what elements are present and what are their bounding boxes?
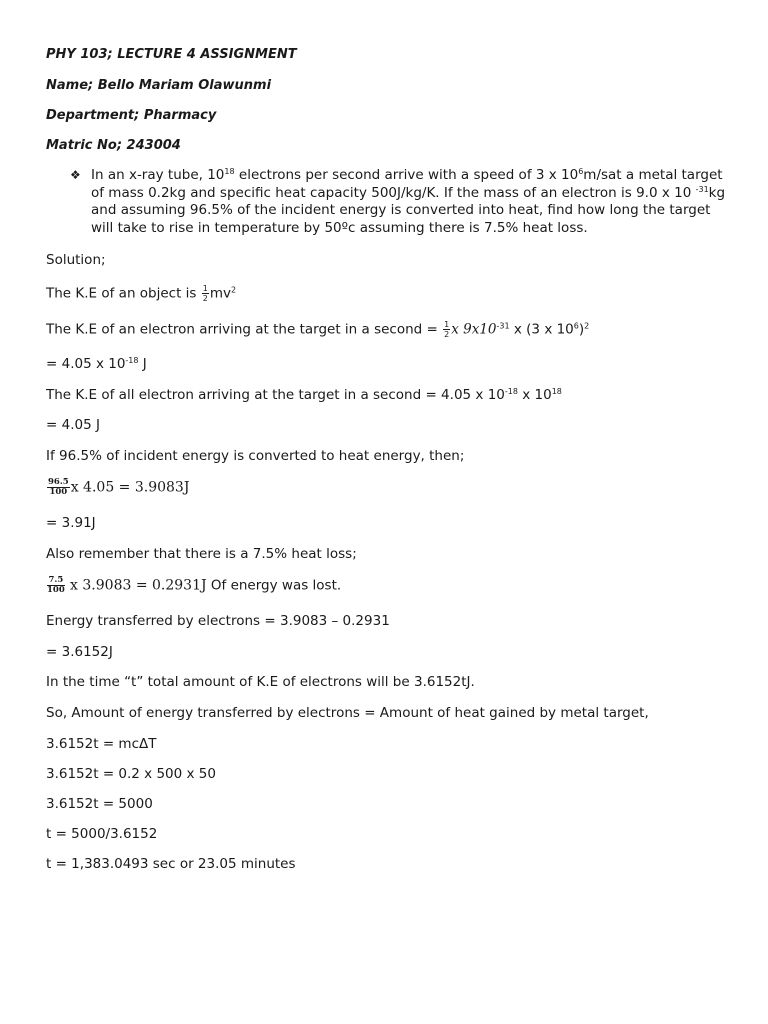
fraction-half: $\frac{1}{2}$ [202,284,208,303]
loss-calc-line: $\frac{7.5}{100}$ x 3.9083 = 0.2931J Of energy was lost. [47,575,342,595]
solution-label: Solution; [46,252,106,268]
loss-intro: Also remember that there is a 7.5% heat loss; [46,546,357,562]
energy-balance-line: So, Amount of energy transferred by electrons = Amount of heat gained by metal target, [46,705,649,721]
ke-formula-line: The K.E of an object is $\frac{1}{2}$ $mv^2$ [46,284,237,303]
final-answer: t = 1,383.0493 sec or 23.05 minutes [46,856,296,872]
department: Department; Pharmacy [46,108,217,123]
fraction-96-5: $\frac{96.5}{100}$ [48,477,69,497]
equation-4: t = 5000/3.6152 [46,826,158,842]
question-text: In an x-ray tube, $10^{18}$ electrons per second arrive with a speed of 3 x $10^6m$/sat a metal target of mass 0.2kg and specific heat capacity 500J/kg/K. If the mass of an electron is 9.0 x 10 $^{-31}$kg and assuming 96.5% of the incident energy is converted into heat, find how long the target will take to rise in temperature by 50ºc assuming there is 7.5% heat loss. [91,167,726,236]
ke-electron-result: = 4.05 x $10^{-18}$ J [46,356,147,372]
fraction-7-5: $\frac{7.5}{100}$ [47,575,65,595]
energy-transferred-result: = 3.6152J [46,644,113,660]
assignment-title: PHY 103; LECTURE 4 ASSIGNMENT [46,47,297,62]
equation-1: 3.6152t = mcΔT [46,736,157,752]
time-t-line: In the time “t” total amount of K.E of electrons will be 3.6152tJ. [46,674,475,690]
fraction-half: $\frac{1}{2}$ [444,320,450,339]
energy-transferred: Energy transferred by electrons = 3.9083 – 0.2931 [46,613,390,629]
equation-3: 3.6152t = 5000 [46,796,153,812]
ke-electron-line: The K.E of an electron arriving at the target in a second = $\frac{1}{2}$ x $9x10^{-31}$ x (3 x $10^6)^2$ [46,320,590,339]
equation-2: 3.6152t = 0.2 x 500 x 50 [46,766,216,782]
heat-intro: If 96.5% of incident energy is converted to heat energy, then; [46,448,465,464]
matric-number: Matric No; 243004 [46,138,181,153]
ke-all-result: = 4.05 J [46,417,100,433]
heat-result: = 3.91J [46,515,96,531]
ke-all-line: The K.E of all electron arriving at the target in a second = 4.05 x $10^{-18}$ x $10^{18}$ [46,387,562,403]
bullet-icon: ❖ [70,168,81,182]
student-name: Name; Bello Mariam Olawunmi [46,78,272,93]
heat-calc-line: $\frac{96.5}{100}$ x 4.05 = 3.9083J [48,477,190,497]
